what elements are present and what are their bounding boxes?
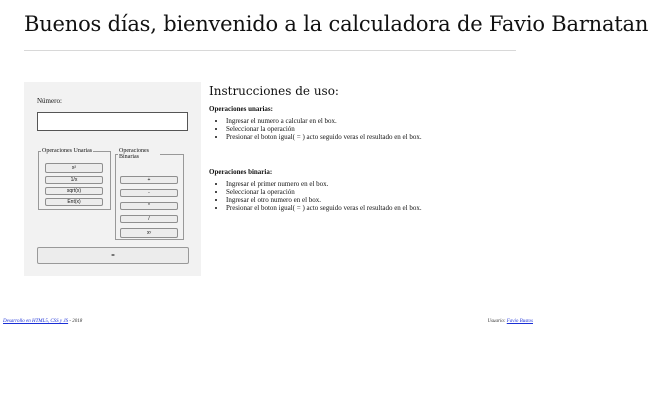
multiply-button[interactable]: * [120,202,178,210]
user-link[interactable]: Favio Bustos [506,319,533,324]
list-item: • Ingresar el otro numero en el box. [226,196,529,204]
binary-operations-group [115,148,184,240]
list-item: • Presionar el boton igual( = ) acto seguido veras el resultado en el box. [226,133,529,141]
binary-instructions-heading: Operaciones binaria: [209,168,273,176]
calculator-panel [24,82,201,276]
instructions-section [209,84,529,212]
divide-button[interactable]: / [120,215,178,223]
square-button[interactable]: x² [45,163,103,173]
instructions-title: Instrucciones de uso: [209,84,339,98]
unary-legend: Operaciones Unarias [42,148,93,154]
list-item: • Presionar el boton igual( = ) acto seguido veras el resultado en el box. [226,204,529,212]
equals-button[interactable]: = [37,247,189,264]
user-label: Usuario: [487,319,507,324]
footer-year: - 2018 [68,319,83,324]
reciprocal-button[interactable]: 1/x [45,176,103,184]
power-button[interactable]: xʸ [120,228,178,238]
list-item: • Seleccionar la operación [226,188,529,196]
binary-steps-list [209,180,529,212]
unary-operations-group [38,148,111,210]
footer-credits [3,319,82,324]
page-title: Buenos días, bienvenido a la calculadora de Favio Barnatan [24,12,648,36]
header-divider [24,50,516,51]
unary-instructions-heading: Operaciones unarias: [209,105,273,113]
sqrt-button[interactable]: sqrt(x) [45,187,103,195]
unary-steps-list [209,117,529,141]
number-input[interactable] [37,112,188,131]
integer-button[interactable]: Ent(x) [45,198,103,206]
dev-link[interactable]: Desarrollo en HTML5, CSS y JS [3,319,69,324]
subtract-button[interactable]: - [120,189,178,197]
binary-legend: Operaciones Binarias [118,148,160,160]
list-item: • Seleccionar la operación [226,125,529,133]
footer-user [487,319,533,324]
add-button[interactable]: + [120,176,178,184]
number-label: Número: [37,97,62,105]
list-item: • Ingresar el numero a calcular en el box. [226,117,529,125]
list-item: • Ingresar el primer numero en el box. [226,180,529,188]
